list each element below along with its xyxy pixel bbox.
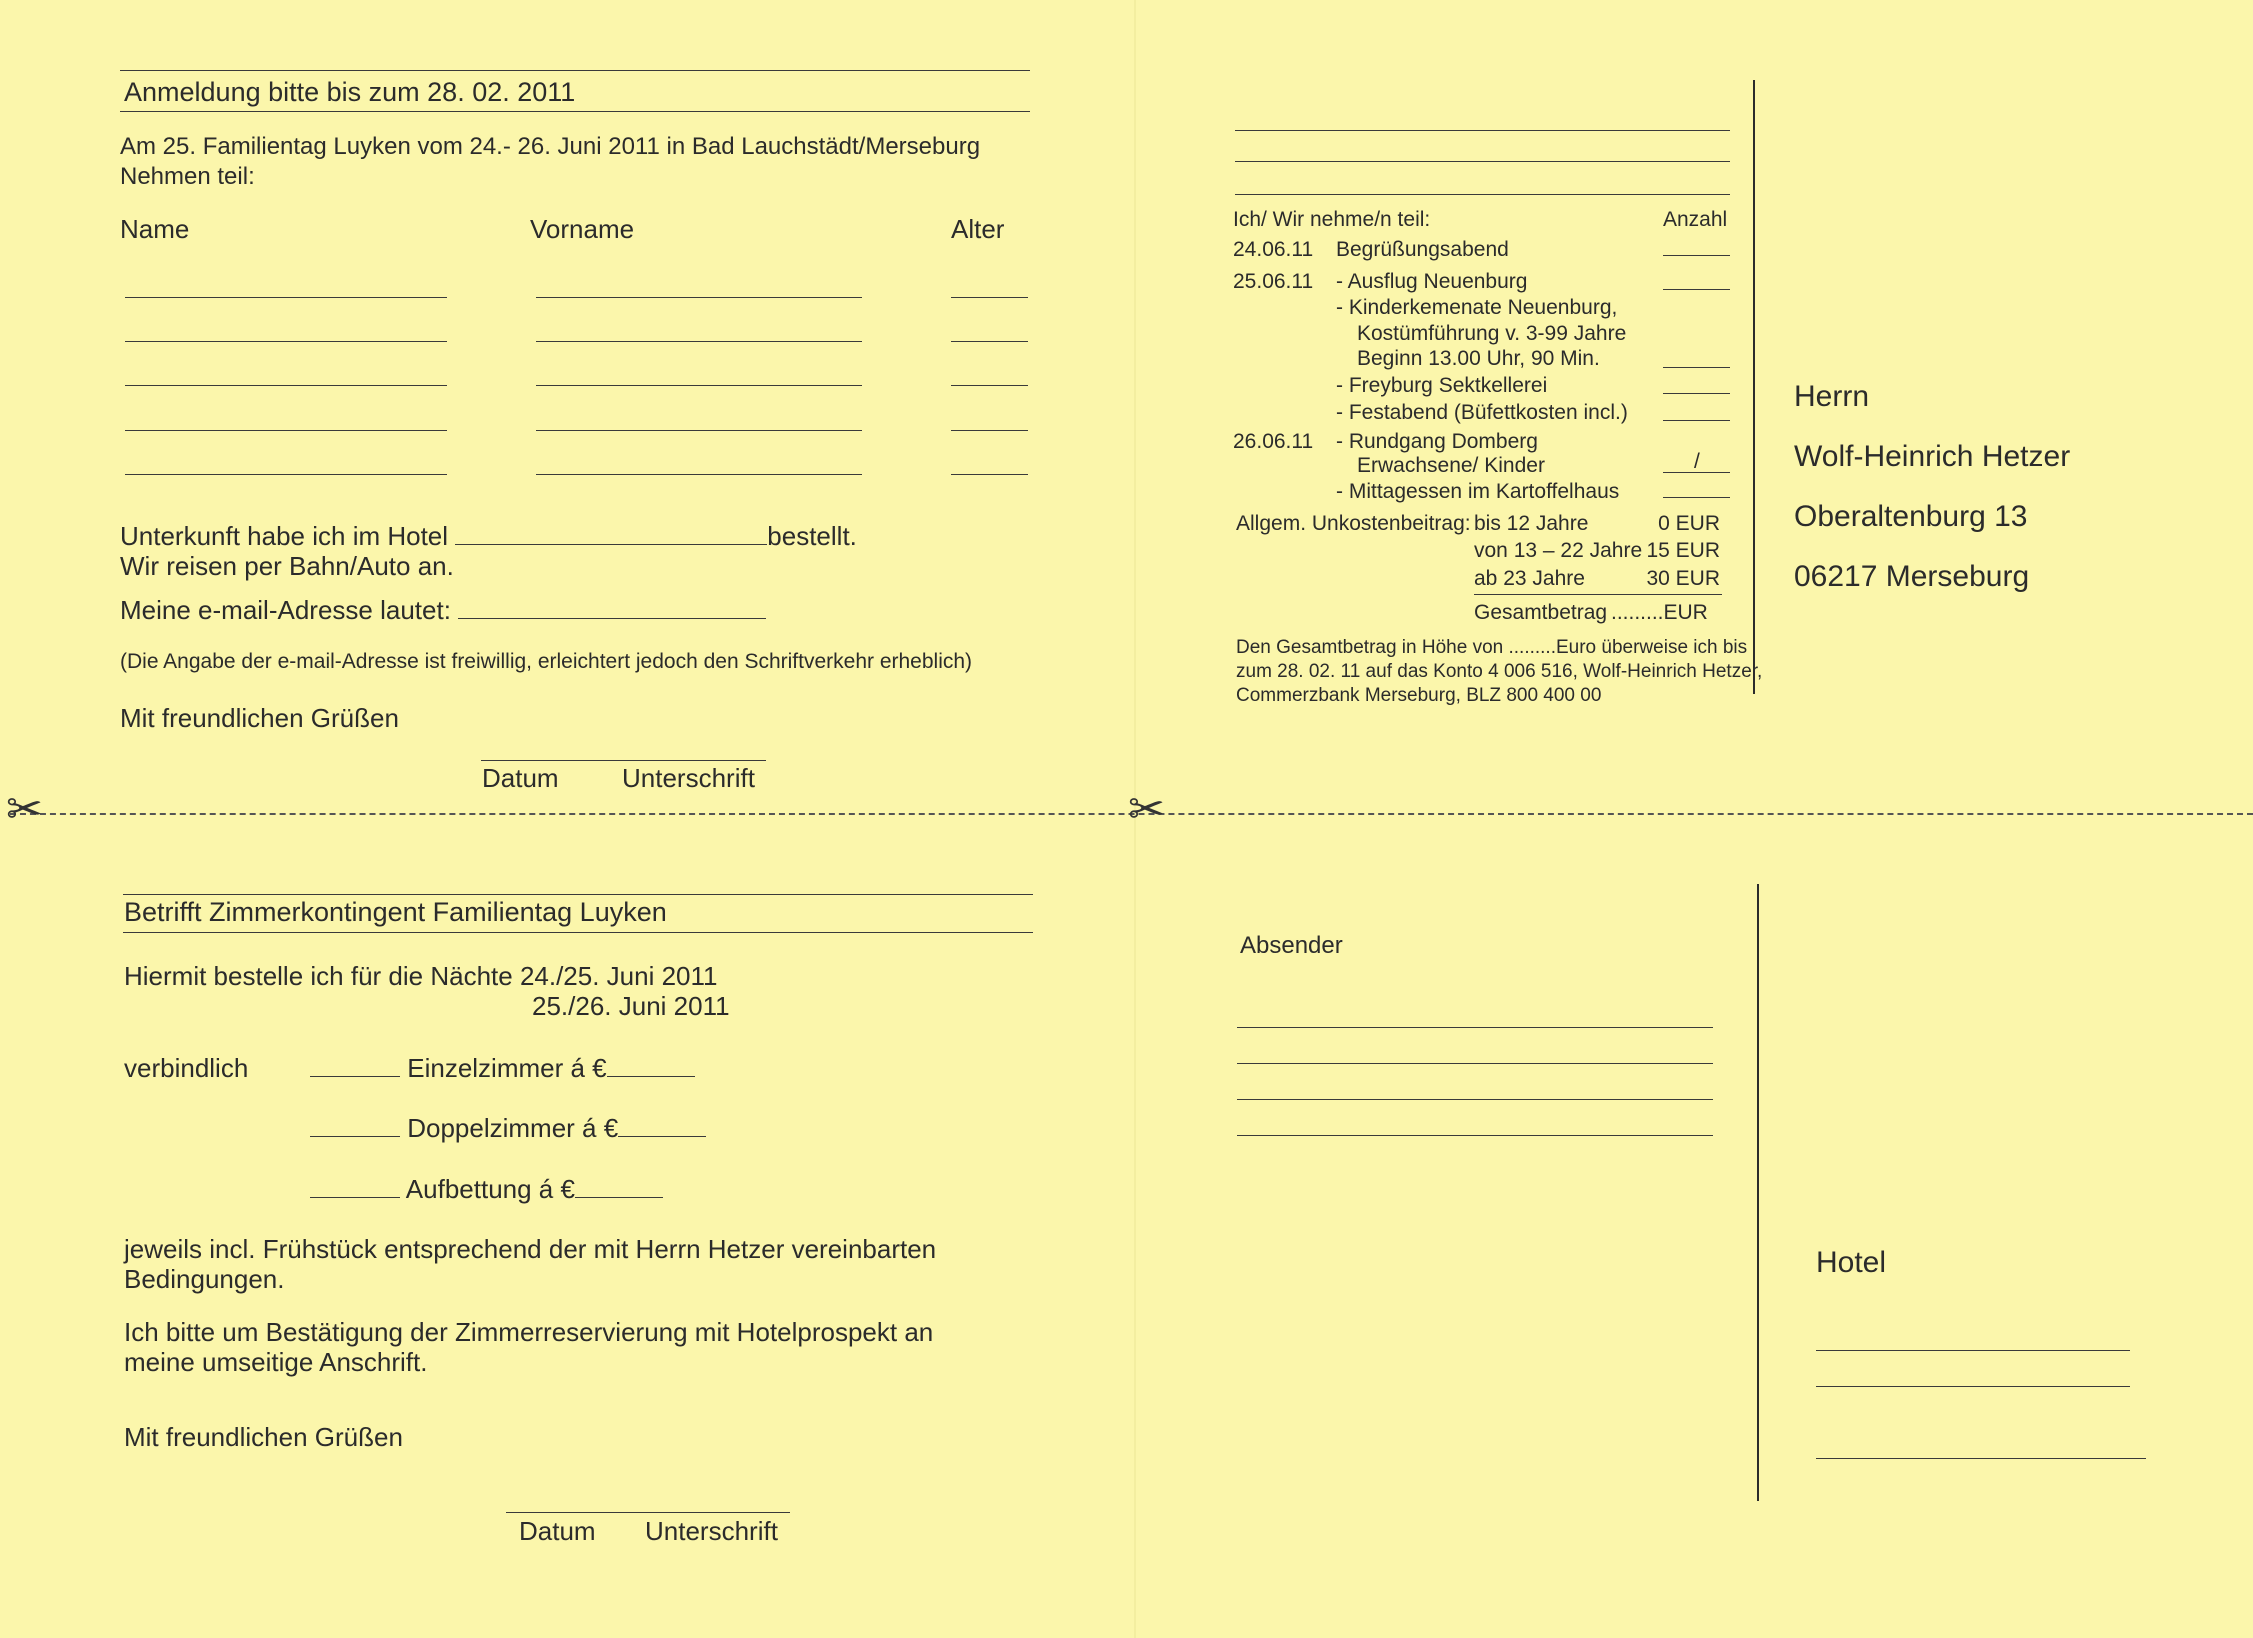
extra-label: Aufbettung á € bbox=[405, 1174, 575, 1204]
event-text: Begrüßungsabend bbox=[1336, 238, 1509, 261]
registration-intro-line1: Am 25. Familientag Luyken vom 24.- 26. Juni 2011 in Bad Lauchstädt/Merseburg bbox=[120, 133, 981, 160]
email-note: (Die Angabe der e-mail-Adresse ist freiwillig, erleichtert jedoch den Schriftverkehr erheblich) bbox=[120, 650, 973, 673]
verbindlich-label: verbindlich bbox=[124, 1053, 249, 1083]
slash-mark: / bbox=[1694, 450, 1700, 473]
anzahl-field[interactable] bbox=[1663, 472, 1730, 473]
address-street: Oberaltenburg 13 bbox=[1794, 500, 2028, 533]
confirm-line2: meine umseitige Anschrift. bbox=[124, 1347, 428, 1377]
travel-line: Wir reisen per Bahn/Auto an. bbox=[120, 551, 454, 581]
room-signature-field[interactable] bbox=[506, 1512, 790, 1513]
name-field[interactable] bbox=[125, 297, 447, 298]
nights-line2: 25./26. Juni 2011 bbox=[532, 991, 730, 1021]
anzahl-field[interactable] bbox=[1663, 367, 1730, 368]
datum-label: Datum bbox=[482, 763, 559, 793]
event-text: - Freyburg Sektkellerei bbox=[1336, 374, 1548, 397]
vorname-field[interactable] bbox=[536, 341, 862, 342]
payment-line1: Den Gesamtbetrag in Höhe von .........Euro überweise ich bis bbox=[1236, 637, 1748, 658]
event-text: Beginn 13.00 Uhr, 90 Min. bbox=[1357, 347, 1600, 370]
room-datum-label: Datum bbox=[519, 1516, 596, 1546]
vorname-field[interactable] bbox=[536, 385, 862, 386]
event-text: - Kinderkemenate Neuenburg, bbox=[1336, 296, 1618, 319]
alter-field[interactable] bbox=[951, 474, 1028, 475]
anzahl-field[interactable] bbox=[1663, 289, 1730, 290]
hotel-suffix: bestellt. bbox=[767, 521, 857, 551]
registration-title: Anmeldung bitte bis zum 28. 02. 2011 bbox=[124, 77, 576, 107]
anzahl-header: Anzahl bbox=[1663, 208, 1728, 231]
column-header-vorname: Vorname bbox=[530, 214, 635, 244]
sender-address-line[interactable] bbox=[1237, 1027, 1713, 1028]
address-salutation: Herrn bbox=[1794, 380, 1870, 413]
sender-address-line[interactable] bbox=[1237, 1099, 1713, 1100]
alter-field[interactable] bbox=[951, 341, 1028, 342]
event-text: Kostümführung v. 3-99 Jahre bbox=[1357, 322, 1627, 345]
hotel-name-field[interactable] bbox=[455, 522, 767, 545]
event-text: - Ausflug Neuenburg bbox=[1336, 270, 1528, 293]
name-field[interactable] bbox=[125, 474, 447, 475]
title-rule-bottom bbox=[120, 111, 1030, 112]
email-label: Meine e-mail-Adresse lautet: bbox=[120, 595, 451, 625]
extra-price-field[interactable] bbox=[575, 1177, 663, 1198]
email-field[interactable] bbox=[458, 596, 766, 619]
total-label: Gesamtbetrag bbox=[1474, 601, 1608, 624]
fee-label: Allgem. Unkostenbeitrag: bbox=[1236, 512, 1471, 535]
extra-count-field[interactable] bbox=[310, 1177, 400, 1198]
room-title-rule-bottom bbox=[123, 932, 1033, 933]
hotel-address-line[interactable] bbox=[1816, 1458, 2146, 1459]
fee-amount: 15 EUR bbox=[1646, 539, 1720, 562]
registration-intro-line2: Nehmen teil: bbox=[120, 163, 255, 190]
anzahl-field[interactable] bbox=[1663, 497, 1730, 498]
fee-age: von 13 – 22 Jahre bbox=[1474, 539, 1643, 562]
single-row bbox=[310, 1054, 695, 1084]
single-price-field[interactable] bbox=[607, 1056, 695, 1077]
payment-line3: Commerzbank Merseburg, BLZ 800 400 00 bbox=[1236, 685, 1602, 706]
scissors-icon: ✂ bbox=[1128, 785, 1165, 834]
event-date: 24.06.11 bbox=[1233, 238, 1314, 261]
address-divider bbox=[1753, 80, 1755, 694]
double-row bbox=[310, 1114, 706, 1144]
column-header-alter: Alter bbox=[951, 214, 1005, 244]
confirm-line1: Ich bitte um Bestätigung der Zimmerreservierung mit Hotelprospekt an bbox=[124, 1317, 934, 1347]
registration-greeting: Mit freundlichen Grüßen bbox=[120, 703, 399, 733]
event-date: 25.06.11 bbox=[1233, 270, 1314, 293]
room-title-rule-top bbox=[123, 894, 1033, 895]
fee-amount: 0 EUR bbox=[1658, 512, 1720, 535]
event-text: - Mittagessen im Kartoffelhaus bbox=[1336, 480, 1620, 503]
double-price-field[interactable] bbox=[618, 1116, 706, 1137]
signature-field[interactable] bbox=[481, 760, 766, 761]
anzahl-field[interactable] bbox=[1663, 393, 1730, 394]
sender-line[interactable] bbox=[1235, 194, 1730, 195]
name-field[interactable] bbox=[125, 385, 447, 386]
vorname-field[interactable] bbox=[536, 474, 862, 475]
scissors-icon: ✂ bbox=[6, 785, 43, 834]
room-greeting: Mit freundlichen Grüßen bbox=[124, 1422, 403, 1452]
room-unterschrift-label: Unterschrift bbox=[645, 1516, 778, 1546]
alter-field[interactable] bbox=[951, 297, 1028, 298]
name-field[interactable] bbox=[125, 341, 447, 342]
participation-header: Ich/ Wir nehme/n teil: bbox=[1233, 208, 1431, 231]
event-text: - Festabend (Büfettkosten incl.) bbox=[1336, 401, 1628, 424]
unterschrift-label: Unterschrift bbox=[622, 763, 755, 793]
sender-label: Absender bbox=[1240, 932, 1343, 959]
vorname-field[interactable] bbox=[536, 430, 862, 431]
fee-amount: 30 EUR bbox=[1646, 567, 1720, 590]
double-count-field[interactable] bbox=[310, 1116, 400, 1137]
address-name: Wolf-Heinrich Hetzer bbox=[1794, 440, 2071, 473]
alter-field[interactable] bbox=[951, 430, 1028, 431]
name-field[interactable] bbox=[125, 430, 447, 431]
sender-line[interactable] bbox=[1235, 161, 1730, 162]
breakfast-line2: Bedingungen. bbox=[124, 1264, 285, 1294]
hotel-line bbox=[120, 522, 857, 552]
title-rule-top bbox=[120, 70, 1030, 71]
hotel-label: Hotel bbox=[1816, 1246, 1887, 1279]
room-title: Betrifft Zimmerkontingent Familientag Luyken bbox=[124, 897, 667, 927]
anzahl-field[interactable] bbox=[1663, 420, 1730, 421]
breakfast-line1: jeweils incl. Frühstück entsprechend der mit Herrn Hetzer vereinbarten bbox=[124, 1234, 937, 1264]
hotel-prefix: Unterkunft habe ich im Hotel bbox=[120, 521, 449, 551]
total-value: .........EUR bbox=[1611, 601, 1708, 624]
sender-line[interactable] bbox=[1235, 130, 1730, 131]
payment-line2: zum 28. 02. 11 auf das Konto 4 006 516, Wolf-Heinrich Hetzer, bbox=[1236, 661, 1763, 682]
address-city: 06217 Merseburg bbox=[1794, 560, 2030, 593]
sender-address-line[interactable] bbox=[1237, 1135, 1713, 1136]
hotel-address-line[interactable] bbox=[1816, 1386, 2130, 1387]
fee-age: ab 23 Jahre bbox=[1474, 567, 1585, 590]
single-label: Einzelzimmer á € bbox=[407, 1053, 607, 1083]
anzahl-field[interactable] bbox=[1663, 255, 1730, 256]
event-text: - Rundgang Domberg bbox=[1336, 430, 1538, 453]
alter-field[interactable] bbox=[951, 385, 1028, 386]
total-rule bbox=[1474, 594, 1722, 595]
fee-age: bis 12 Jahre bbox=[1474, 512, 1589, 535]
extra-bed-row bbox=[310, 1175, 663, 1205]
hotel-divider bbox=[1757, 884, 1759, 1501]
nights-line1: Hiermit bestelle ich für die Nächte 24./25. Juni 2011 bbox=[124, 961, 718, 991]
email-line bbox=[120, 596, 766, 626]
column-header-name: Name bbox=[120, 214, 190, 244]
double-label: Doppelzimmer á € bbox=[407, 1113, 619, 1143]
single-count-field[interactable] bbox=[310, 1056, 400, 1077]
hotel-address-line[interactable] bbox=[1816, 1350, 2130, 1351]
sender-address-line[interactable] bbox=[1237, 1063, 1713, 1064]
event-text: Erwachsene/ Kinder bbox=[1357, 454, 1545, 477]
event-date: 26.06.11 bbox=[1233, 430, 1314, 453]
vorname-field[interactable] bbox=[536, 297, 862, 298]
